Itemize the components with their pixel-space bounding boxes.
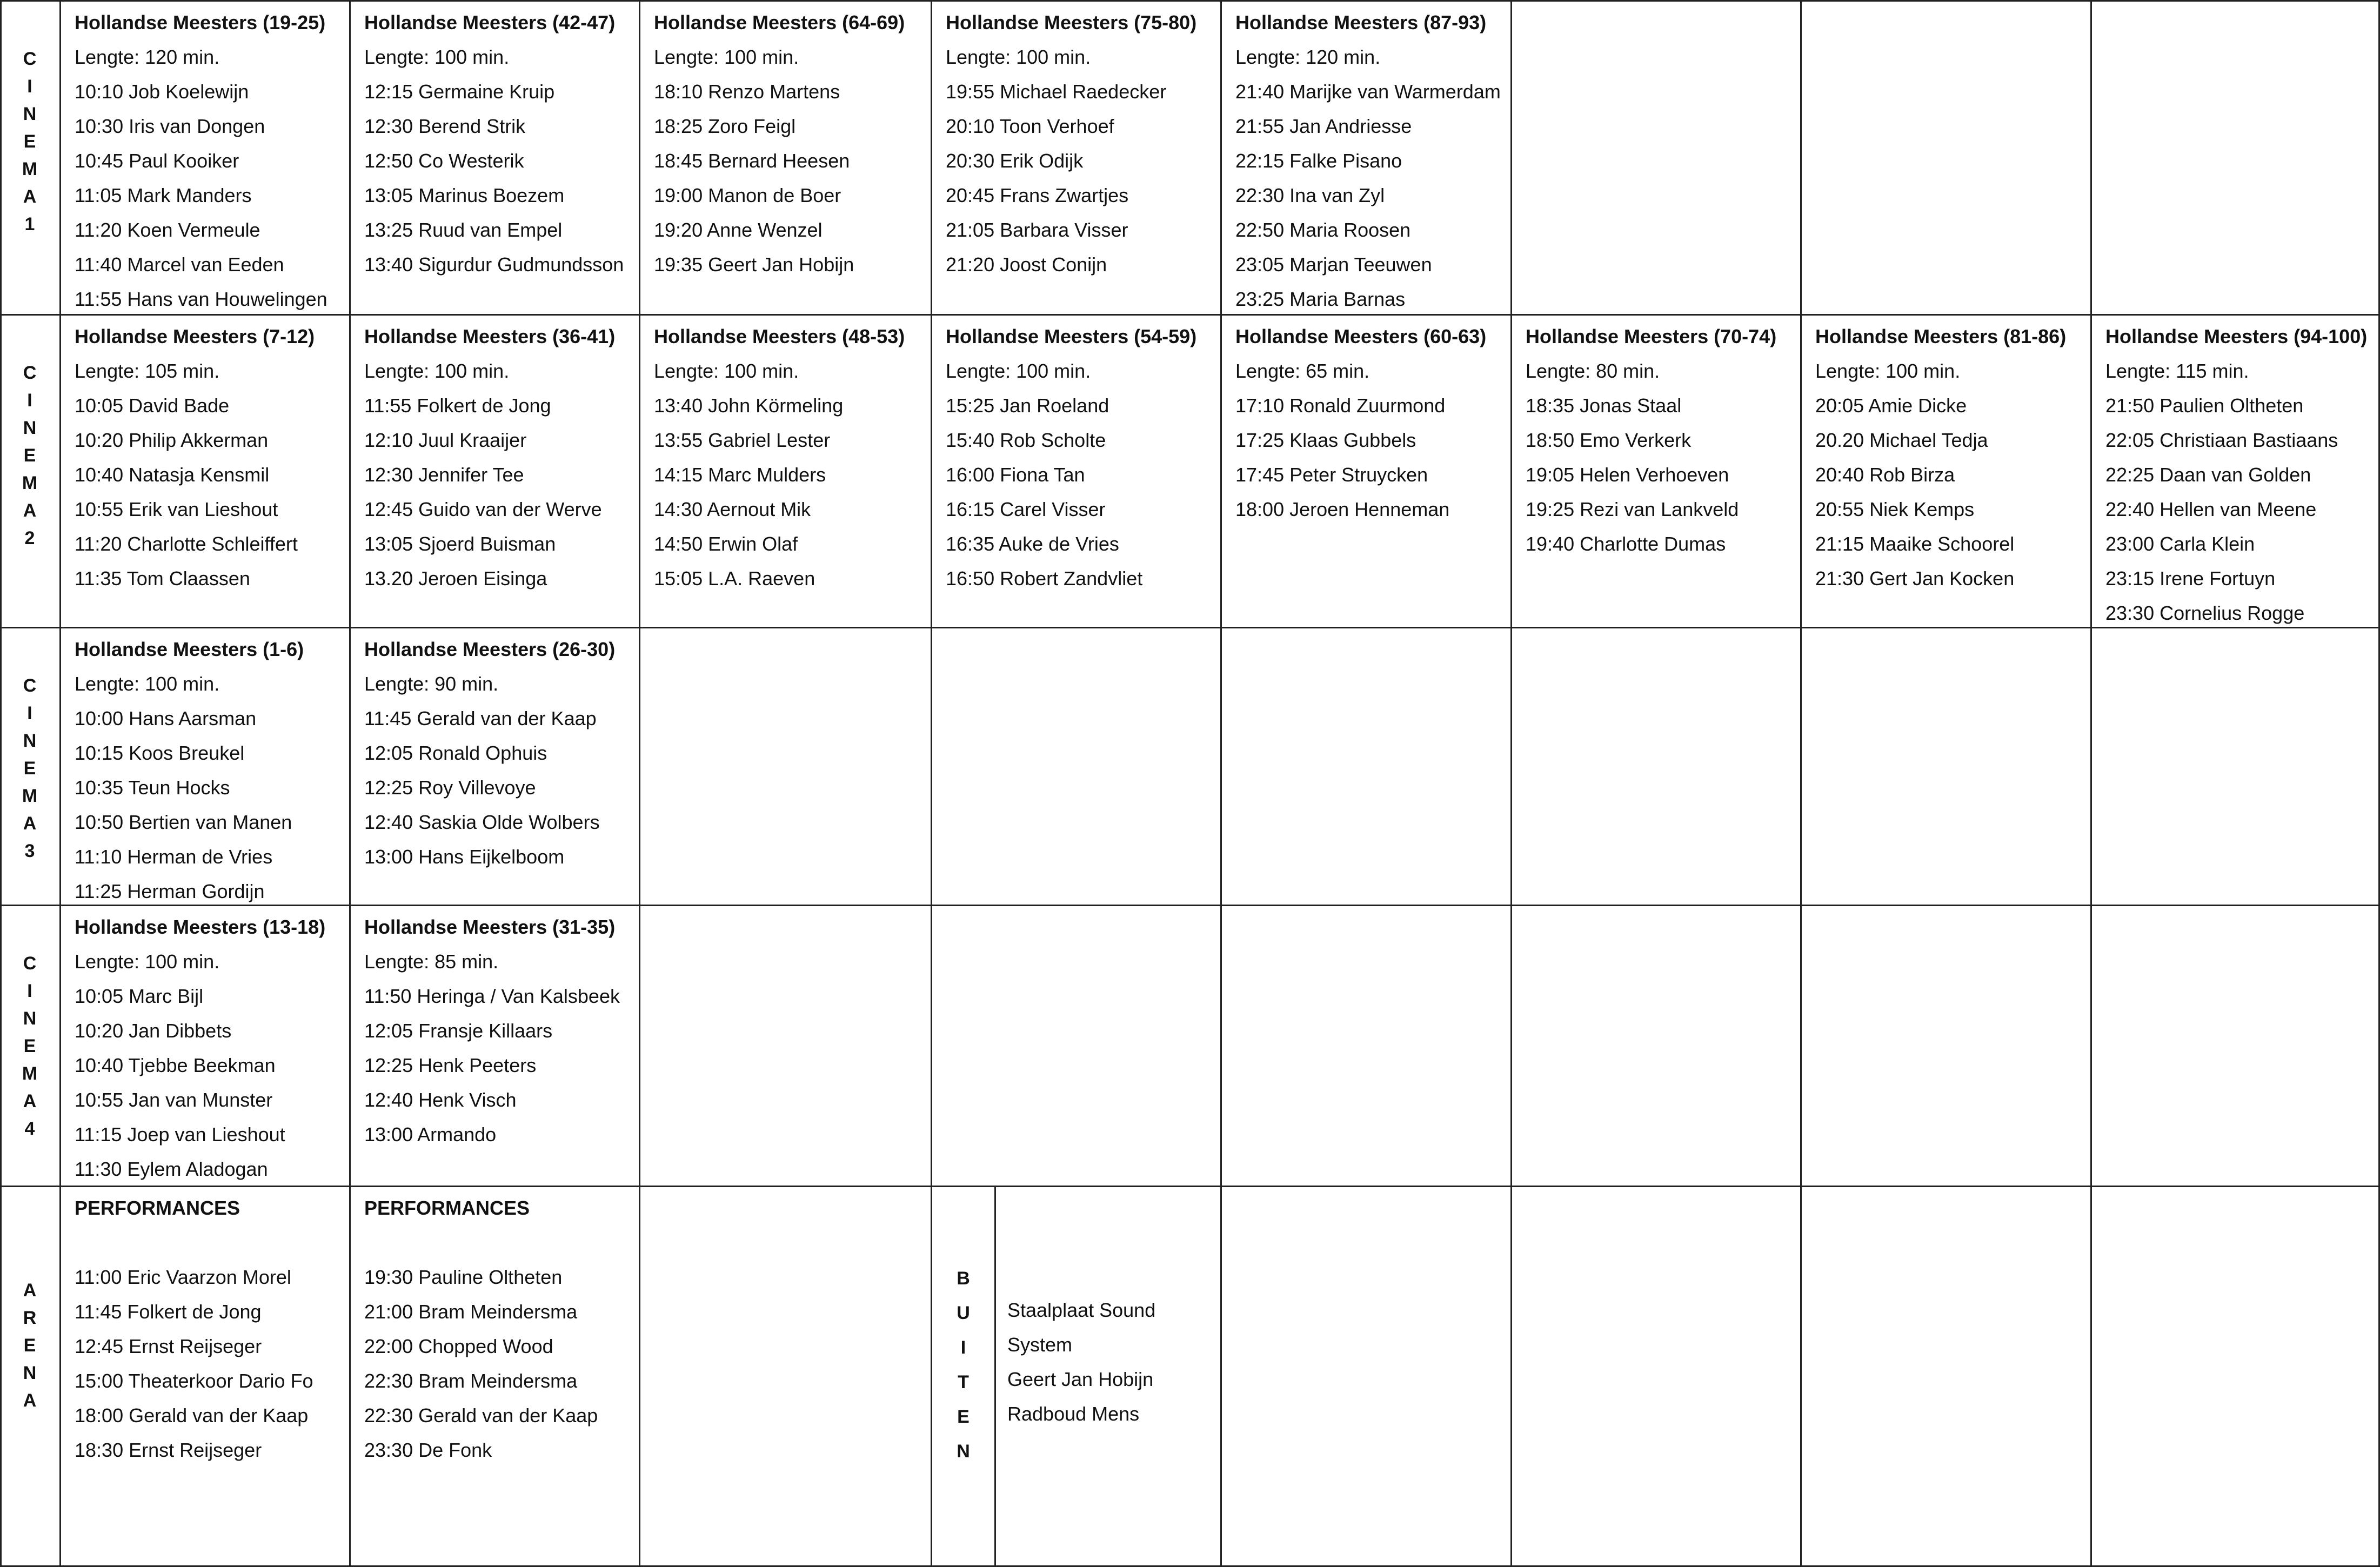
schedule-entry: 12:45 Guido van der Werve <box>364 498 602 520</box>
schedule-entry: 18:10 Renzo Martens <box>654 81 840 103</box>
schedule-cell <box>75 910 325 1187</box>
cell-title: Hollandse Meesters (81-86) <box>1815 325 2067 347</box>
schedule-entry: 18:30 Ernst Reijseger <box>75 1439 262 1461</box>
row-label-letter: E <box>23 445 36 466</box>
row-label-letter: N <box>23 731 37 751</box>
buiten-entry: Geert Jan Hobijn <box>1007 1368 1154 1390</box>
cell-title: Hollandse Meesters (60-63) <box>1235 325 1487 347</box>
schedule-entry: 22:15 Falke Pisano <box>1235 150 1402 172</box>
schedule-entry: 19:55 Michael Raedecker <box>946 81 1167 103</box>
schedule-entry: 21:00 Bram Meindersma <box>364 1301 578 1323</box>
cell-length: Lengte: 100 min. <box>75 673 220 695</box>
schedule-entry: 11:05 Mark Manders <box>75 184 252 206</box>
schedule-entry: 12:40 Henk Visch <box>364 1089 517 1111</box>
schedule-cell <box>654 319 905 596</box>
cell-length: Lengte: 90 min. <box>364 673 499 695</box>
buiten-label-letter: U <box>957 1303 970 1323</box>
row-label-letter: C <box>23 953 37 974</box>
schedule-entry: 10:10 Job Koelewijn <box>75 81 249 103</box>
schedule-entry: 18:45 Bernard Heesen <box>654 150 850 172</box>
row-label-letter: M <box>22 473 38 493</box>
row-label-letter: N <box>23 418 37 438</box>
row-divider <box>0 627 2380 628</box>
schedule-entry: 11:10 Herman de Vries <box>75 846 273 868</box>
row-label-letter: C <box>23 675 37 696</box>
schedule-entry: 16:50 Robert Zandvliet <box>946 567 1143 590</box>
schedule-entry: 22:40 Hellen van Meene <box>2105 498 2317 520</box>
schedule-entry: 12:30 Jennifer Tee <box>364 464 524 486</box>
row-label-letter: E <box>23 131 36 152</box>
cell-title: PERFORMANCES <box>364 1197 530 1219</box>
cell-title: Hollandse Meesters (70-74) <box>1526 325 1777 347</box>
schedule-entry: 19:20 Anne Wenzel <box>654 219 823 241</box>
buiten-label-letter: N <box>957 1441 970 1462</box>
schedule-entry: 17:25 Klaas Gubbels <box>1235 429 1416 451</box>
cell-title: Hollandse Meesters (75-80) <box>946 11 1197 34</box>
cell-length: Lengte: 100 min. <box>1815 360 1961 382</box>
schedule-cell <box>946 5 1196 282</box>
schedule-entry: 13:00 Armando <box>364 1123 497 1146</box>
schedule-entry: 10:35 Teun Hocks <box>75 776 230 799</box>
cell-length <box>75 1226 313 1260</box>
schedule-entry: 15:40 Rob Scholte <box>946 429 1106 451</box>
buiten-label-letter: E <box>957 1407 970 1427</box>
schedule-entry: 10:30 Iris van Dongen <box>75 115 265 137</box>
schedule-entry: 15:00 Theaterkoor Dario Fo <box>75 1370 313 1392</box>
schedule-entry: 11:20 Koen Vermeule <box>75 219 260 241</box>
buiten-label <box>932 1261 994 1469</box>
cell-title: Hollandse Meesters (48-53) <box>654 325 905 347</box>
row-label-letter: N <box>23 1008 37 1029</box>
column-divider <box>1510 0 1512 1567</box>
schedule-entry: 10:45 Paul Kooiker <box>75 150 239 172</box>
cell-length <box>364 1226 598 1260</box>
row-label-letter: 3 <box>24 841 35 861</box>
cell-length: Lengte: 120 min. <box>75 46 220 68</box>
schedule-entry: 20:05 Amie Dicke <box>1815 394 1967 417</box>
schedule-entry: 12:05 Ronald Ophuis <box>364 742 547 764</box>
buiten-entry: System <box>1007 1334 1073 1356</box>
schedule-entry: 12:25 Henk Peeters <box>364 1054 537 1076</box>
schedule-cell <box>75 632 304 909</box>
column-divider <box>1220 0 1222 1567</box>
schedule-entry: 12:50 Co Westerik <box>364 150 524 172</box>
schedule-entry: 22:30 Ina van Zyl <box>1235 184 1385 206</box>
schedule-entry: 13:40 John Körmeling <box>654 394 844 417</box>
schedule-entry: 22:00 Chopped Wood <box>364 1335 553 1357</box>
schedule-entry: 21:55 Jan Andriesse <box>1235 115 1412 137</box>
schedule-entry: 11:45 Gerald van der Kaap <box>364 707 597 729</box>
schedule-entry: 12:45 Ernst Reijseger <box>75 1335 262 1357</box>
schedule-entry: 18:00 Gerald van der Kaap <box>75 1404 309 1427</box>
schedule-entry: 23:15 Irene Fortuyn <box>2105 567 2276 590</box>
cell-length: Lengte: 85 min. <box>364 950 499 973</box>
schedule-entry: 15:25 Jan Roeland <box>946 394 1109 417</box>
schedule-entry: 11:45 Folkert de Jong <box>75 1301 262 1323</box>
schedule-entry: 20:55 Niek Kemps <box>1815 498 1975 520</box>
schedule-entry: 11:20 Charlotte Schleiffert <box>75 533 298 555</box>
row-label-letter: 1 <box>24 214 35 235</box>
schedule-entry: 10:55 Jan van Munster <box>75 1089 273 1111</box>
schedule-entry: 20:30 Erik Odijk <box>946 150 1084 172</box>
cell-title: Hollandse Meesters (94-100) <box>2105 325 2368 347</box>
schedule-entry: 13:05 Marinus Boezem <box>364 184 565 206</box>
cell-title: Hollandse Meesters (42-47) <box>364 11 616 34</box>
schedule-entry: 23:05 Marjan Teeuwen <box>1235 253 1432 276</box>
schedule-entry: 18:50 Emo Verkerk <box>1526 429 1692 451</box>
schedule-entry: 10:55 Erik van Lieshout <box>75 498 278 520</box>
column-divider <box>59 0 61 1567</box>
schedule-cell <box>364 910 620 1152</box>
row-label-letter: C <box>23 49 37 69</box>
schedule-entry: 22:05 Christiaan Bastiaans <box>2105 429 2338 451</box>
column-divider <box>2090 0 2092 1567</box>
row-divider <box>0 314 2380 316</box>
schedule-entry: 11:55 Folkert de Jong <box>364 394 551 417</box>
cell-title: PERFORMANCES <box>75 1197 240 1219</box>
schedule-entry: 12:05 Fransje Killaars <box>364 1020 553 1042</box>
schedule-entry: 13:40 Sigurdur Gudmundsson <box>364 253 624 276</box>
buiten-label-letter: I <box>960 1337 966 1358</box>
schedule-entry: 13:00 Hans Eijkelboom <box>364 846 565 868</box>
schedule-entry: 20:40 Rob Birza <box>1815 464 1955 486</box>
schedule-entry: 11:00 Eric Vaarzon Morel <box>75 1266 291 1288</box>
cell-title: Hollandse Meesters (7-12) <box>75 325 315 347</box>
schedule-entry: 17:10 Ronald Zuurmond <box>1235 394 1446 417</box>
row-label-letter: E <box>23 1036 36 1056</box>
schedule-entry: 19:05 Helen Verhoeven <box>1526 464 1729 486</box>
schedule-entry: 20.20 Michael Tedja <box>1815 429 1988 451</box>
schedule-entry: 23:30 Cornelius Rogge <box>2105 602 2305 624</box>
buiten-cell <box>1007 1293 1155 1431</box>
cell-length: Lengte: 65 min. <box>1235 360 1370 382</box>
schedule-entry: 21:05 Barbara Visser <box>946 219 1128 241</box>
schedule-entry: 12:15 Germaine Kruip <box>364 81 555 103</box>
schedule-entry: 10:05 Marc Bijl <box>75 985 204 1007</box>
row-label <box>0 1277 59 1415</box>
cell-length: Lengte: 100 min. <box>364 360 510 382</box>
schedule-cell <box>1235 319 1486 527</box>
row-label-letter: 4 <box>24 1119 35 1139</box>
column-divider <box>639 0 640 1567</box>
row-label-letter: I <box>27 390 32 411</box>
schedule-cell <box>75 5 327 317</box>
row-label-letter: A <box>23 1390 37 1411</box>
cell-title: Hollandse Meesters (36-41) <box>364 325 616 347</box>
schedule-entry: 11:35 Tom Claassen <box>75 567 250 590</box>
schedule-entry: 12:40 Saskia Olde Wolbers <box>364 811 600 833</box>
buiten-entry: Radboud Mens <box>1007 1403 1140 1425</box>
row-label-letter: A <box>23 813 37 834</box>
row-label <box>0 950 59 1143</box>
row-label-letter: N <box>23 104 37 124</box>
schedule-entry: 11:50 Heringa / Van Kalsbeek <box>364 985 620 1007</box>
row-label-letter: E <box>23 758 36 779</box>
schedule-cell <box>75 319 315 596</box>
cell-length: Lengte: 100 min. <box>75 950 220 973</box>
cell-length: Lengte: 100 min. <box>654 46 799 68</box>
schedule-entry: 23:25 Maria Barnas <box>1235 288 1406 310</box>
row-label-letter: 2 <box>24 528 35 548</box>
schedule-entry: 19:00 Manon de Boer <box>654 184 841 206</box>
schedule-entry: 10:20 Philip Akkerman <box>75 429 269 451</box>
schedule-entry: 11:25 Herman Gordijn <box>75 880 265 902</box>
schedule-entry: 14:50 Erwin Olaf <box>654 533 798 555</box>
schedule-entry: 19:40 Charlotte Dumas <box>1526 533 1726 555</box>
schedule-entry: 18:00 Jeroen Henneman <box>1235 498 1450 520</box>
row-label-letter: M <box>22 786 38 806</box>
row-label-letter: C <box>23 363 37 383</box>
column-divider <box>1800 0 1802 1567</box>
schedule-entry: 20:45 Frans Zwartjes <box>946 184 1129 206</box>
schedule-entry: 15:05 L.A. Raeven <box>654 567 815 590</box>
schedule-entry: 16:15 Carel Visser <box>946 498 1106 520</box>
schedule-entry: 11:40 Marcel van Eeden <box>75 253 284 276</box>
row-label-letter: A <box>23 1280 37 1301</box>
row-label <box>0 45 59 238</box>
column-divider <box>349 0 351 1567</box>
cell-title: Hollandse Meesters (54-59) <box>946 325 1197 347</box>
schedule-entry: 20:10 Toon Verhoef <box>946 115 1114 137</box>
cell-length: Lengte: 120 min. <box>1235 46 1381 68</box>
row-divider <box>0 1186 2380 1187</box>
row-label-letter: A <box>23 1091 37 1111</box>
buiten-entry: Staalplaat Sound <box>1007 1299 1156 1321</box>
schedule-entry: 10:15 Koos Breukel <box>75 742 245 764</box>
schedule-entry: 11:15 Joep van Lieshout <box>75 1123 285 1146</box>
row-label <box>0 359 59 552</box>
schedule-cell <box>654 5 905 282</box>
cell-length: Lengte: 80 min. <box>1526 360 1660 382</box>
schedule-entry: 12:10 Juul Kraaijer <box>364 429 527 451</box>
schedule-entry: 19:35 Geert Jan Hobijn <box>654 253 854 276</box>
schedule-entry: 10:40 Tjebbe Beekman <box>75 1054 276 1076</box>
cell-title: Hollandse Meesters (87-93) <box>1235 11 1487 34</box>
schedule-cell <box>75 1191 313 1468</box>
schedule-entry: 18:35 Jonas Staal <box>1526 394 1682 417</box>
row-label-letter: M <box>22 159 38 179</box>
row-label-letter: I <box>27 981 32 1001</box>
row-label <box>0 672 59 865</box>
schedule-entry: 11:55 Hans van Houwelingen <box>75 288 327 310</box>
schedule-entry: 12:30 Berend Strik <box>364 115 526 137</box>
row-label-letter: N <box>23 1363 37 1383</box>
schedule-cell <box>1526 319 1776 561</box>
row-label-letter: E <box>23 1335 36 1356</box>
cell-length: Lengte: 100 min. <box>946 46 1091 68</box>
cell-title: Hollandse Meesters (1-6) <box>75 638 304 660</box>
row-label-letter: R <box>23 1308 37 1328</box>
cell-title: Hollandse Meesters (26-30) <box>364 638 616 660</box>
schedule-entry: 16:00 Fiona Tan <box>946 464 1085 486</box>
cell-length: Lengte: 100 min. <box>946 360 1091 382</box>
schedule-entry: 13:25 Ruud van Empel <box>364 219 563 241</box>
cell-title: Hollandse Meesters (13-18) <box>75 916 326 938</box>
schedule-cell <box>946 319 1196 596</box>
row-label-letter: I <box>27 703 32 724</box>
schedule-cell <box>2105 319 2367 631</box>
schedule-entry: 23:00 Carla Klein <box>2105 533 2255 555</box>
schedule-entry: 10:40 Natasja Kensmil <box>75 464 270 486</box>
schedule-entry: 22:50 Maria Roosen <box>1235 219 1411 241</box>
schedule-entry: 21:50 Paulien Oltheten <box>2105 394 2304 417</box>
schedule-entry: 11:30 Eylem Aladogan <box>75 1158 268 1180</box>
column-divider <box>994 1186 996 1567</box>
cell-length: Lengte: 115 min. <box>2105 360 2249 382</box>
row-divider <box>0 0 2380 2</box>
schedule-entry: 19:30 Pauline Oltheten <box>364 1266 563 1288</box>
schedule-entry: 21:20 Joost Conijn <box>946 253 1107 276</box>
schedule-entry: 18:25 Zoro Feigl <box>654 115 796 137</box>
schedule-entry: 22:25 Daan van Golden <box>2105 464 2311 486</box>
schedule-entry: 12:25 Roy Villevoye <box>364 776 536 799</box>
schedule-cell <box>1815 319 2066 596</box>
cell-length: Lengte: 105 min. <box>75 360 220 382</box>
cell-length: Lengte: 100 min. <box>654 360 799 382</box>
schedule-entry: 19:25 Rezi van Lankveld <box>1526 498 1739 520</box>
schedule-cell <box>364 632 615 874</box>
schedule-entry: 13:55 Gabriel Lester <box>654 429 831 451</box>
schedule-cell <box>364 319 615 596</box>
schedule-entry: 22:30 Gerald van der Kaap <box>364 1404 598 1427</box>
schedule-entry: 10:50 Bertien van Manen <box>75 811 292 833</box>
cell-title: Hollandse Meesters (64-69) <box>654 11 905 34</box>
schedule-entry: 16:35 Auke de Vries <box>946 533 1119 555</box>
schedule-entry: 23:30 De Fonk <box>364 1439 492 1461</box>
schedule-entry: 10:00 Hans Aarsman <box>75 707 257 729</box>
schedule-entry: 14:30 Aernout Mik <box>654 498 811 520</box>
cell-title: Hollandse Meesters (19-25) <box>75 11 326 34</box>
row-label-letter: M <box>22 1063 38 1084</box>
schedule-entry: 14:15 Marc Mulders <box>654 464 826 486</box>
schedule-entry: 13:05 Sjoerd Buisman <box>364 533 556 555</box>
schedule-entry: 10:05 David Bade <box>75 394 230 417</box>
row-label-letter: A <box>23 186 37 207</box>
schedule-entry: 21:30 Gert Jan Kocken <box>1815 567 2015 590</box>
schedule-entry: 22:30 Bram Meindersma <box>364 1370 578 1392</box>
buiten-label-letter: B <box>957 1268 970 1289</box>
schedule-entry: 10:20 Jan Dibbets <box>75 1020 232 1042</box>
schedule-entry: 21:15 Maaike Schoorel <box>1815 533 2015 555</box>
cell-title: Hollandse Meesters (31-35) <box>364 916 616 938</box>
row-divider <box>0 905 2380 906</box>
cell-length: Lengte: 100 min. <box>364 46 510 68</box>
schedule-cell <box>364 5 624 282</box>
schedule-entry: 21:40 Marijke van Warmerdam <box>1235 81 1501 103</box>
schedule-entry: 13.20 Jeroen Eisinga <box>364 567 547 590</box>
row-label-letter: A <box>23 500 37 521</box>
schedule-cell <box>1235 5 1501 317</box>
schedule-cell <box>364 1191 598 1468</box>
schedule-entry: 17:45 Peter Struycken <box>1235 464 1428 486</box>
row-label-letter: I <box>27 76 32 97</box>
buiten-label-letter: T <box>958 1372 969 1392</box>
